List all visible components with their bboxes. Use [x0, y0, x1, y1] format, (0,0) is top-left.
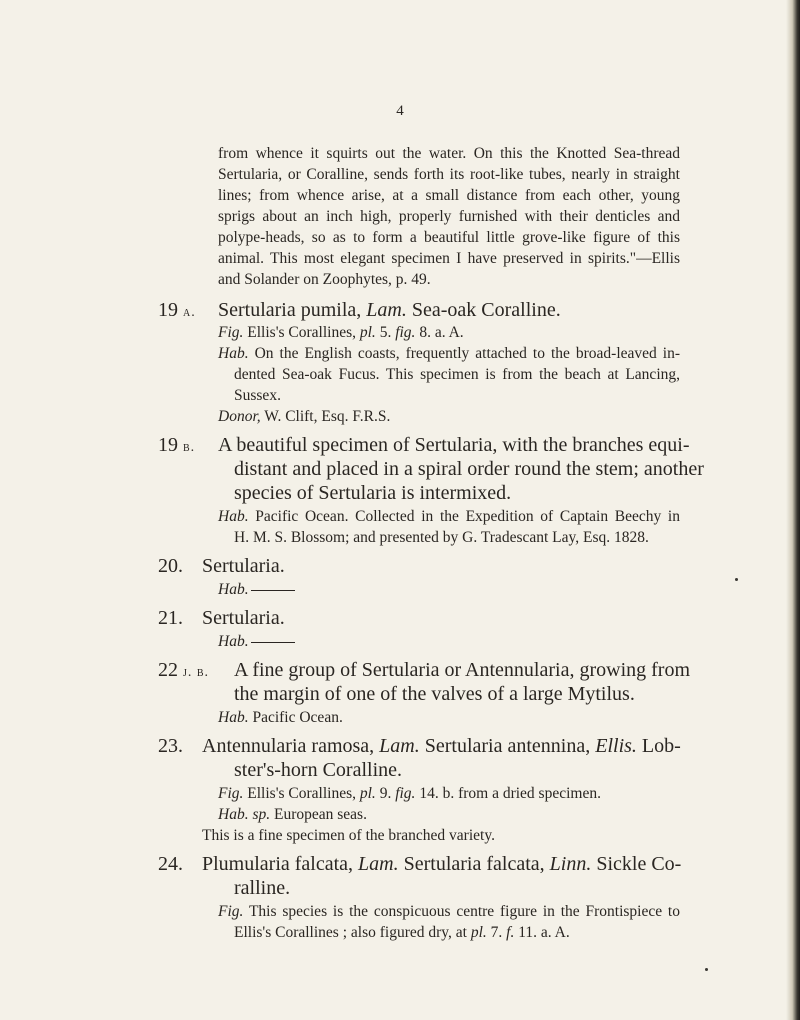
entry-number: 20.	[158, 555, 183, 577]
habitat-line: Hab.	[218, 580, 295, 600]
intro-line: animal. This most elegant specimen I have preserved in spirits."—Ellis	[218, 250, 680, 267]
entry-title: Sertularia.	[202, 555, 285, 577]
entry-title: A fine group of Sertularia or Antennularia, growing from	[234, 659, 690, 681]
note-line: This is a fine specimen of the branched variety.	[202, 827, 495, 844]
page-edge-shadow	[786, 0, 800, 1020]
habitat-line: Hab. sp. European seas.	[218, 806, 367, 823]
habitat-line: Hab. Pacific Ocean.	[218, 709, 343, 726]
entry-title: ralline.	[234, 877, 291, 899]
figure-reference: Fig. This species is the conspicuous centre figure in the Frontispiece to	[218, 903, 680, 920]
figure-reference: Fig. Ellis's Corallines, pl. 5. fig. 8. a. A.	[218, 324, 464, 341]
entry-title: distant and placed in a spiral order round the stem; another	[234, 458, 704, 480]
intro-line: and Solander on Zoophytes, p. 49.	[218, 271, 431, 288]
intro-line: polype-heads, so as to form a beautiful little grove-like figure of this	[218, 229, 680, 246]
page-number: 4	[396, 103, 404, 119]
paper-speck	[735, 578, 738, 581]
entry-number: 19 a.	[158, 299, 196, 321]
intro-line: sprigs about an inch high, properly furnished with their denticles and	[218, 208, 680, 225]
entry-number: 22 j. b.	[158, 659, 210, 681]
entry-number: 24.	[158, 853, 183, 875]
habitat-line: Hab. On the English coasts, frequently attached to the broad-leaved in-	[218, 345, 680, 362]
paper-speck	[705, 968, 708, 971]
intro-line: lines; from whence arise, at a small distance from each other, young	[218, 187, 680, 204]
blank-dash	[251, 590, 295, 591]
entry-title: ster's-horn Coralline.	[234, 759, 403, 781]
entry-title: species of Sertularia is intermixed.	[234, 482, 512, 504]
entry-number: 19 b.	[158, 434, 196, 456]
entry-number: 21.	[158, 607, 183, 629]
entry-title: A beautiful specimen of Sertularia, with the branches equi-	[218, 434, 690, 456]
donor-line: Donor, W. Clift, Esq. F.R.S.	[218, 408, 391, 425]
habitat-line: Sussex.	[234, 387, 281, 404]
figure-reference: Fig. Ellis's Corallines, pl. 9. fig. 14. b. from a dried specimen.	[218, 785, 601, 802]
entry-title: the margin of one of the valves of a large Mytilus.	[234, 683, 635, 705]
entry-title: Plumularia falcata, Lam. Sertularia falcata, Linn. Sickle Co-	[202, 853, 682, 875]
entry-title: Sertularia pumila, Lam. Sea-oak Coralline.	[218, 299, 561, 321]
figure-reference: Ellis's Corallines ; also figured dry, at pl. 7. f. 11. a. A.	[234, 924, 570, 941]
habitat-line: Hab. Pacific Ocean. Collected in the Expedition of Captain Beechy in	[218, 508, 680, 525]
blank-dash	[251, 642, 295, 643]
intro-line: from whence it squirts out the water. On this the Knotted Sea-thread	[218, 145, 680, 162]
intro-line: Sertularia, or Coralline, sends forth its root-like tubes, nearly in straight	[218, 166, 680, 183]
habitat-line: H. M. S. Blossom; and presented by G. Tradescant Lay, Esq. 1828.	[234, 529, 649, 546]
habitat-line: Hab.	[218, 632, 295, 652]
entry-title: Sertularia.	[202, 607, 285, 629]
entry-number: 23.	[158, 735, 183, 757]
habitat-line: dented Sea-oak Fucus. This specimen is from the beach at Lancing,	[234, 366, 680, 383]
entry-title: Antennularia ramosa, Lam. Sertularia antennina, Ellis. Lob-	[202, 735, 681, 757]
